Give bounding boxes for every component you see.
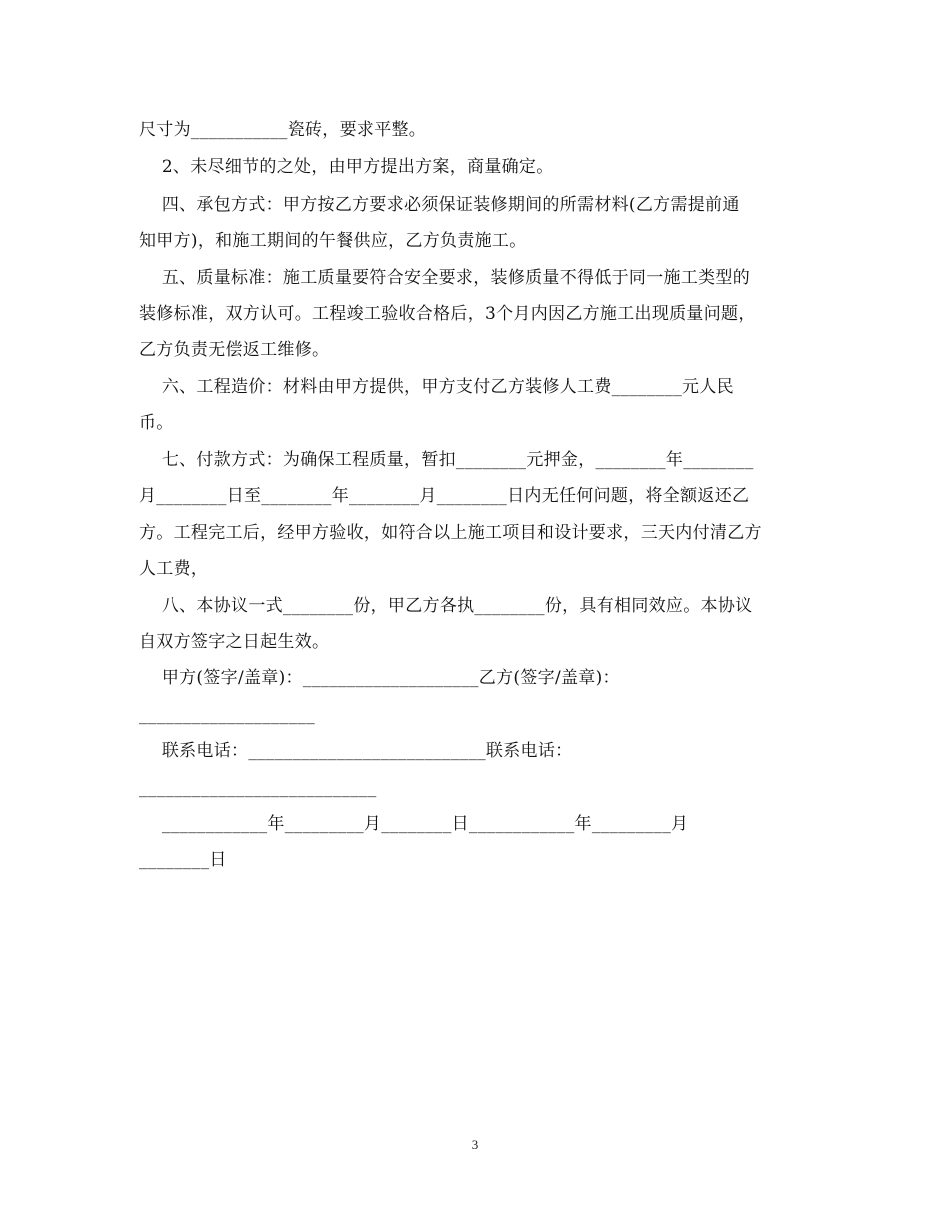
page-number: 3: [471, 1137, 479, 1152]
text-line: 乙方负责无偿返工维修。: [139, 340, 330, 360]
text-line: 2、未尽细节的之处，由甲方提出方案，商量确定。: [139, 157, 554, 177]
text-line: 月________日至________年________月________日内无任何问题，将全额返还乙: [139, 486, 750, 506]
date-line: ________日: [139, 850, 227, 870]
signature-line: 甲方(签字/盖章)：____________________乙方(签字/盖章)：: [139, 668, 620, 688]
signature-blank: ____________________: [139, 705, 315, 725]
text-line: 五、质量标准：施工质量要符合安全要求，装修质量不得低于同一施工类型的: [139, 268, 751, 288]
text-line: 方。工程完工后，经甲方验收，如符合以上施工项目和设计要求，三天内付清乙方: [139, 523, 762, 543]
text-line: 四、承包方式：甲方按乙方要求必须保证装修期间的所需材料(乙方需提前通: [139, 195, 740, 215]
text-line: 自双方签字之日起生效。: [139, 632, 330, 652]
text-line: 装修标准，双方认可。工程竣工验收合格后，3个月内因乙方施工出现质量问题，: [139, 304, 756, 324]
text-line: 七、付款方式：为确保工程质量，暂扣________元押金，________年________: [139, 450, 754, 470]
text-line: 知甲方)，和施工期间的午餐供应，乙方负责施工。: [139, 231, 527, 251]
text-line: 八、本协议一式________份，甲乙方各执________份，具有相同效应。本协议: [139, 596, 753, 616]
text-line: 人工费，: [139, 559, 209, 579]
phone-blank: ___________________________: [139, 778, 377, 798]
text-line: 尺寸为___________瓷砖，要求平整。: [139, 120, 427, 140]
date-line: ____________年_________月________日____________年_________月: [139, 814, 689, 834]
text-line: 币。: [139, 413, 174, 433]
text-line: 六、工程造价：材料由甲方提供，甲方支付乙方装修人工费________元人民: [139, 377, 734, 397]
phone-line: 联系电话：___________________________联系电话：: [139, 741, 573, 761]
